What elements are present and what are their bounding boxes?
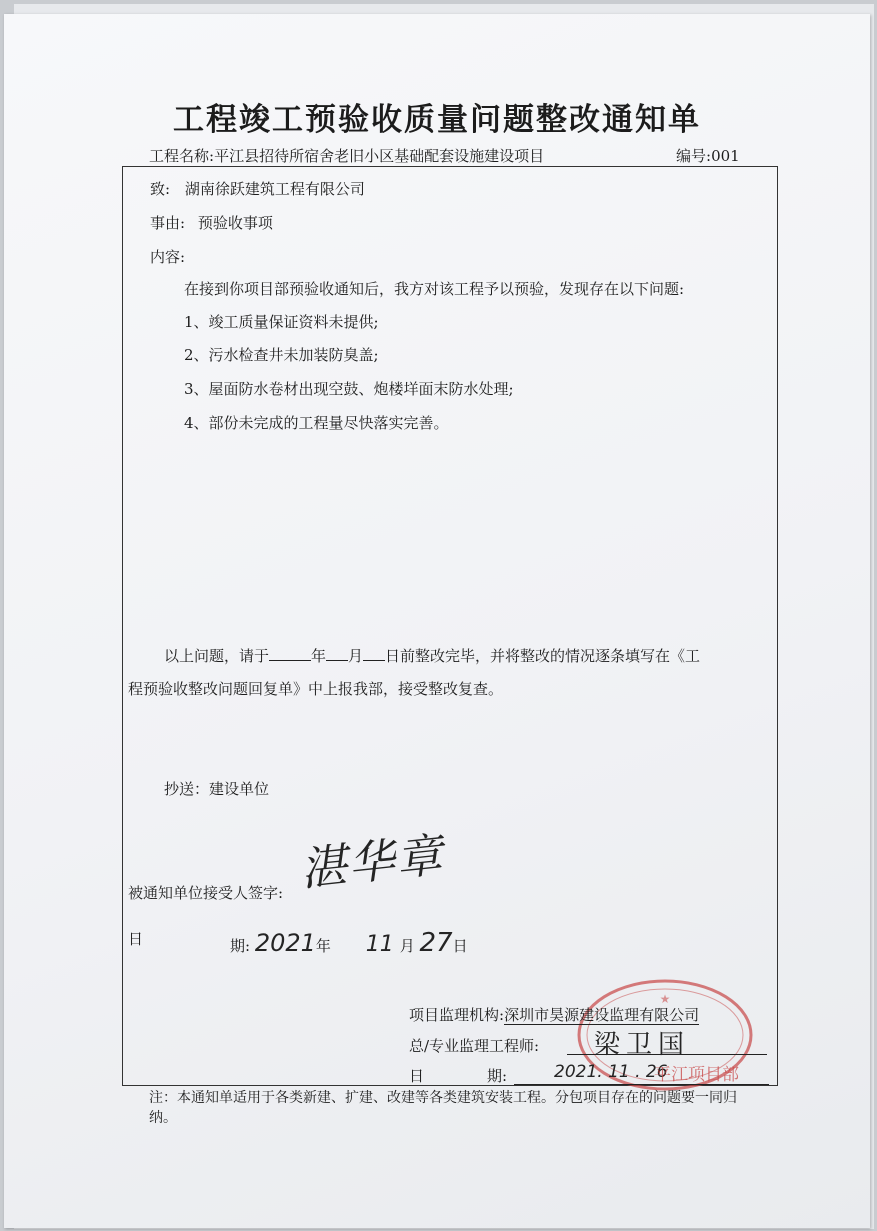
receipt-month-unit: 月 [399,937,415,955]
engineer-signature: 梁卫国 [594,1030,691,1060]
supervisor-date-label-2: 期: [487,1067,508,1085]
engineer-label: 总/专业监理工程师: [409,1037,540,1055]
receipt-year-unit: 年 [315,937,331,955]
number-value: 001 [711,147,740,165]
receipt-date-line [230,928,468,958]
footer-note: 注：本通知单适用于各类新建、扩建、改建等各类建筑安装工程。分包项目存在的问题要一同归纳。 [149,1090,737,1126]
deadline-suffix: 日前整改完毕，并将整改的情况逐条填写在《工 [385,647,701,665]
seal-text: 平江项目部 [654,1065,739,1085]
month-unit: 月 [348,647,364,665]
subject-line [150,212,273,233]
receipt-day-unit: 日 [452,937,468,955]
project-name: 平江县招待所宿舍老旧小区基础配套设施建设项目 [214,147,545,165]
receiver-signature: 湛华章 [297,827,447,897]
deadline-sentence-line2: 程预验收整改问题回复单》中上报我部，接受整改复查。 [128,680,504,698]
receipt-date-year: 2021 [254,929,316,957]
subject-label: 事由: [150,214,186,232]
supervisor-org-label: 项目监理机构: [409,1006,505,1024]
project-name-line [149,145,544,166]
project-label: 工程名称: [149,147,215,165]
day-blank[interactable] [363,646,385,661]
receipt-date-day: 27 [419,928,453,958]
receipt-date-month: 11 [365,932,394,957]
svg-text:★: ★ [659,992,671,1006]
number-label: 编号: [676,147,712,165]
issue-item: 4、部份未完成的工程量尽快落实完善。 [184,414,449,432]
engineer-line [409,1035,539,1056]
receipt-date-label-2: 期: [230,937,251,955]
supervisor-date-value: 2021. 11 . 26 [554,1062,668,1082]
recipient-name: 湖南徐跃建筑工程有限公司 [184,180,365,198]
document-number [676,145,740,166]
supervisor-date-label-1: 日 [409,1067,425,1085]
cc-line: 抄送：建设单位 [164,780,270,798]
recipient-line [150,178,365,199]
issue-item: 1、竣工质量保证资料未提供; [184,313,379,331]
year-blank[interactable] [269,646,311,661]
content-intro: 在接到你项目部预验收通知后，我方对该工程予以预验，发现存在以下问题: [184,280,685,298]
deadline-sentence [164,645,700,666]
document-title: 工程竣工预验收质量问题整改通知单 [173,102,701,138]
content-label: 内容: [150,248,186,266]
month-blank[interactable] [326,646,348,661]
year-unit: 年 [311,647,327,665]
supervisor-org-name: 深圳市昊源建设监理有限公司 [504,1006,700,1024]
issue-item: 3、屋面防水卷材出现空鼓、炮楼垟面末防水处理; [184,380,514,398]
deadline-prefix: 以上问题，请于 [164,647,270,665]
receipt-date-label-1: 日 [128,930,144,948]
subject-value: 预验收事项 [197,214,273,232]
issue-item: 2、污水检查井未加装防臭盖; [184,346,379,364]
signer-label: 被通知单位接受人签字: [128,884,284,902]
to-label: 致: [150,180,171,198]
supervisor-org-line [409,1004,699,1025]
document-page [4,14,870,1228]
